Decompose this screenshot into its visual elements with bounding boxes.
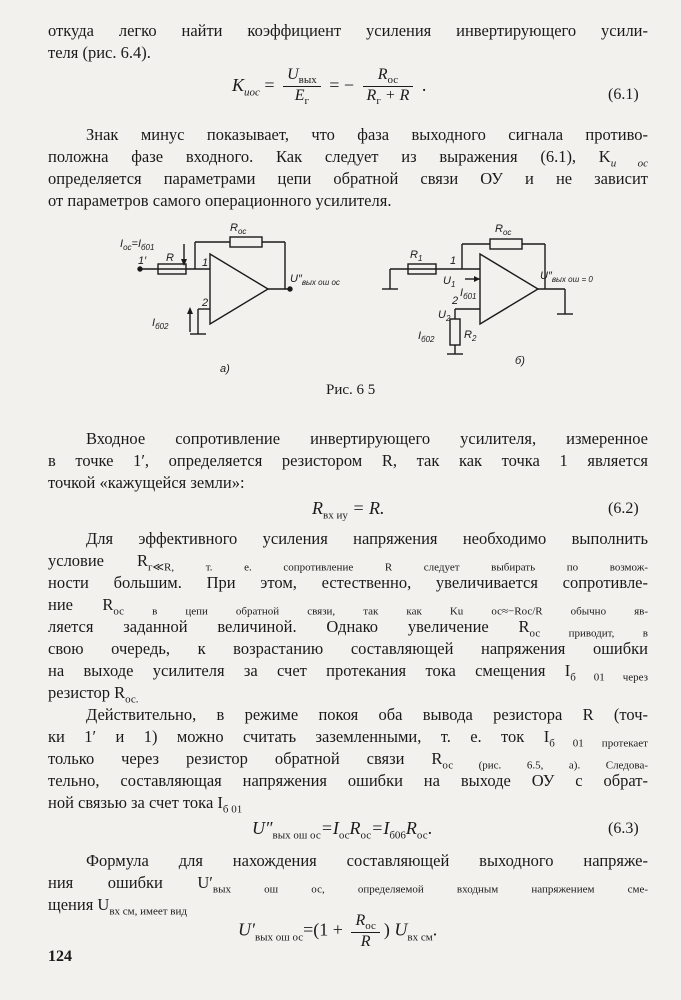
para1-line-1: Знак минус показывает, что фаза выходного сигнала противо- — [86, 125, 648, 144]
label-r2: $R_2$ — [464, 329, 477, 343]
para4-line-5: ной связью за счет тока $I_{б 01}$ — [48, 793, 243, 816]
para1-line-4: от параметров самого операционного усилителя. — [48, 191, 392, 210]
label-node-1-b: 1 — [450, 255, 457, 267]
label-ib02-b: $I_{б02}$ — [418, 330, 435, 344]
label-r: R — [166, 252, 174, 264]
para2-line-2: в точке 1′, определяется резистором R, так как точка 1 является — [48, 451, 648, 470]
para4-line-2: ки 1′ и 1) можно считать заземленными, т. е. ток $I_{б 01 протекает}$ — [48, 727, 648, 750]
page-number: 124 — [48, 948, 72, 965]
label-roc-b: $R_{ос}$ — [495, 223, 512, 237]
equation-6-3-number: (6.3) — [608, 820, 639, 837]
para3-line-7: на выходе усилителя за счет протекания тока смещения $I_{б 01 через}$ — [48, 661, 648, 684]
label-tag-b: б) — [515, 355, 525, 367]
label-1-prime: 1′ — [138, 255, 147, 267]
para3-line-3: ности большим. При этом, естественно, увеличивается сопротивле- — [48, 573, 648, 592]
para1-line-2: положна фазе входного. Как следует из выражения (6.1), $K_{u ос}$ — [48, 147, 648, 170]
resistor-roc-a — [230, 237, 262, 247]
label-r1: $R_1$ — [410, 249, 423, 263]
equation-6-1-number: (6.1) — [608, 86, 639, 103]
para4-line-3: только через резистор обратной связи $R_{ос (рис. 6.5, а). Следова-}$ — [48, 749, 648, 772]
label-ioc: $I_{ос}=I_{б01}$ — [120, 238, 155, 252]
para1-line-3: определяется параметрами цепи обратной связи ОУ и не зависит — [48, 169, 648, 188]
para2-line-1: Входное сопротивление инвертирующего усилителя, измеренное — [86, 429, 648, 448]
resistor-roc-b — [490, 239, 522, 249]
para3-line-8: резистор $R_{ос.}$ — [48, 683, 139, 706]
para3-line-5: ляется заданной величиной. Однако увеличение $R_{ос приводит, в}$ — [48, 617, 648, 640]
para3-line-6: свою очередь, к возрастанию составляющей напряжения ошибки — [48, 639, 648, 658]
equation-6-1: $K_{uос}$ = $\frac{U_{вых}}{E_г}$ = − $\frac{R_{ос}}{R_г + R}$ . — [232, 66, 427, 108]
intro-line-1: откуда легко найти коэффициент усиления инвертирующего усили- — [48, 21, 648, 40]
para3-line-4: ние $R_{ос в цепи обратной связи, так как Ku ос\approx-Rос/R обычно яв-}$ — [48, 595, 649, 618]
para5-line-2: ния ошибки $U'_{вых ош ос, определяемой входным напряжением сме-}$ — [48, 873, 648, 896]
intro-line-2: теля (рис. 6.4). — [48, 43, 151, 62]
label-node-1-a: 1 — [202, 257, 209, 269]
equation-6-2-number: (6.2) — [608, 500, 639, 517]
label-tag-a: а) — [220, 363, 230, 375]
label-node-2-a: 2 — [202, 297, 209, 309]
figure-6-5 — [110, 214, 610, 394]
resistor-r2 — [450, 319, 460, 345]
figure-caption: Рис. 6 5 — [326, 382, 376, 398]
label-ib02-a: $I_{б02}$ — [152, 317, 169, 331]
label-node-2-b: 2 — [452, 295, 459, 307]
para4-line-4: тельно, составляющая напряжения ошибки на выходе ОУ с обрат- — [48, 771, 648, 790]
label-roc-a: $R_{ос}$ — [230, 222, 247, 236]
equation-6-3: $U''_{вых ош ос}=I_{ос}R_{ос}=I_{б06}R_{ос}$. — [252, 818, 433, 842]
label-u1: $U_1$ — [443, 275, 456, 289]
label-u2: $U_2$ — [438, 309, 451, 323]
label-out-b: $U''_{вых ош = 0}$ — [540, 270, 593, 284]
label-out-a: $U''_{вых ош ос}$ — [290, 273, 340, 287]
circuit-a — [138, 237, 292, 334]
para5-line-3: щения $U_{вх см, имеет вид}$ — [48, 895, 187, 918]
equation-6-2: $R_{вх иу} = R$. — [312, 498, 385, 522]
para3-line-2: условие $R_{г≪R, т. е. сопротивление R следует выбирать по возмож-}$ — [48, 551, 648, 574]
para2-line-3: точкой «кажущейся земли»: — [48, 473, 245, 492]
para3-line-1: Для эффективного усиления напряжения необходимо выполнить — [86, 529, 648, 548]
para4-line-1: Действительно, в режиме покоя оба вывода резистора R (точ- — [86, 705, 648, 724]
para5-line-1: Формула для нахождения составляющей выходного напряже- — [86, 851, 648, 870]
label-ib01-b: $I_{б01}$ — [460, 287, 477, 301]
equation-offset-voltage: $U'_{вых ош ос}=(1$ + $\frac{R_{ос}}{R}$ ) $U_{вх см}$. — [238, 912, 438, 951]
